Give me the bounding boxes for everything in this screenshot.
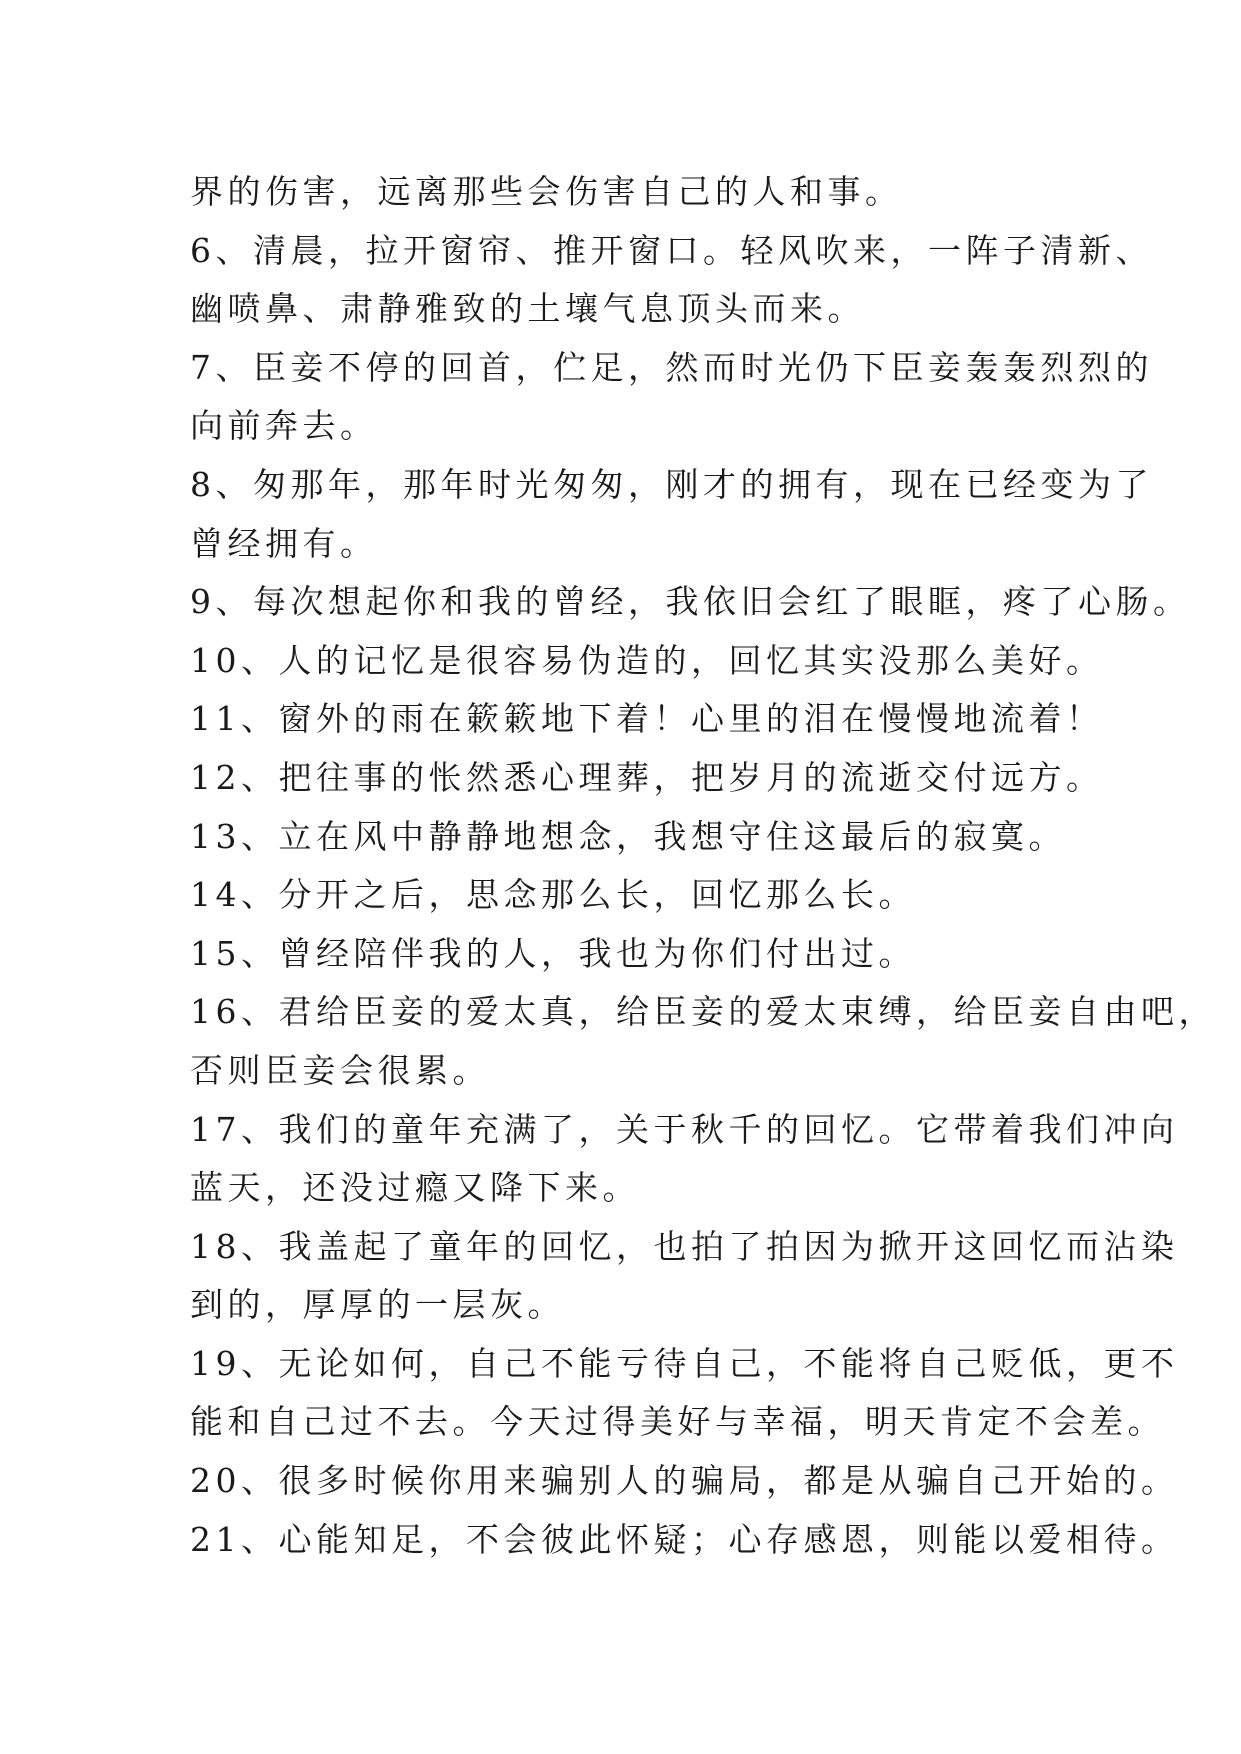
text-line: 11、窗外的雨在簌簌地下着！心里的泪在慢慢地流着！ <box>190 699 1104 739</box>
text-line: 蓝天，还没过瘾又降下来。 <box>190 1168 640 1208</box>
text-line: 到的，厚厚的一层灰。 <box>190 1285 565 1325</box>
text-line: 幽喷鼻、肃静雅致的土壤气息顶头而来。 <box>190 289 865 329</box>
document-body <box>190 163 1216 1569</box>
text-line: 9、每次想起你和我的曾经，我依旧会红了眼眶，疼了心肠。 <box>190 582 1191 622</box>
text-line: 20、很多时候你用来骗别人的骗局，都是从骗自己开始的。 <box>190 1461 1179 1501</box>
text-line: 8、匆那年，那年时光匆匆，刚才的拥有，现在已经变为了 <box>190 464 1153 504</box>
text-line: 曾经拥有。 <box>190 523 378 563</box>
text-line: 能和自己过不去。今天过得美好与幸福，明天肯定不会差。 <box>190 1402 1165 1442</box>
text-line: 17、我们的童年充满了，关于秋千的回忆。它带着我们冲向 <box>190 1109 1179 1149</box>
text-line: 界的伤害，远离那些会伤害自己的人和事。 <box>190 172 903 211</box>
text-line: 19、无论如何，自己不能亏待自己，不能将自己贬低，更不 <box>190 1343 1179 1383</box>
text-line: 12、把往事的怅然悉心理葬，把岁月的流逝交付远方。 <box>190 757 1104 797</box>
text-line: 向前奔去。 <box>190 406 378 446</box>
text-line: 16、君给臣妾的爱太真，给臣妾的爱太束缚，给臣妾自由吧， <box>190 992 1216 1032</box>
text-line: 21、心能知足，不会彼此怀疑；心存感恩，则能以爱相待。 <box>190 1519 1179 1559</box>
text-line: 13、立在风中静静地想念，我想守住这最后的寂寞。 <box>190 816 1066 856</box>
text-line: 14、分开之后，思念那么长，回忆那么长。 <box>190 875 916 915</box>
text-line: 18、我盖起了童年的回忆，也拍了拍因为掀开这回忆而沾染 <box>190 1226 1179 1266</box>
text-line: 否则臣妾会很累。 <box>190 1050 490 1090</box>
text-line: 7、臣妾不停的回首，伫足，然而时光仍下臣妾轰轰烈烈的 <box>190 347 1153 387</box>
text-line: 6、清晨，拉开窗帘、推开窗口。轻风吹来，一阵子清新、 <box>190 230 1153 270</box>
text-line: 10、人的记忆是很容易伪造的，回忆其实没那么美好。 <box>190 640 1104 680</box>
text-line: 15、曾经陪伴我的人，我也为你们付出过。 <box>190 933 916 973</box>
